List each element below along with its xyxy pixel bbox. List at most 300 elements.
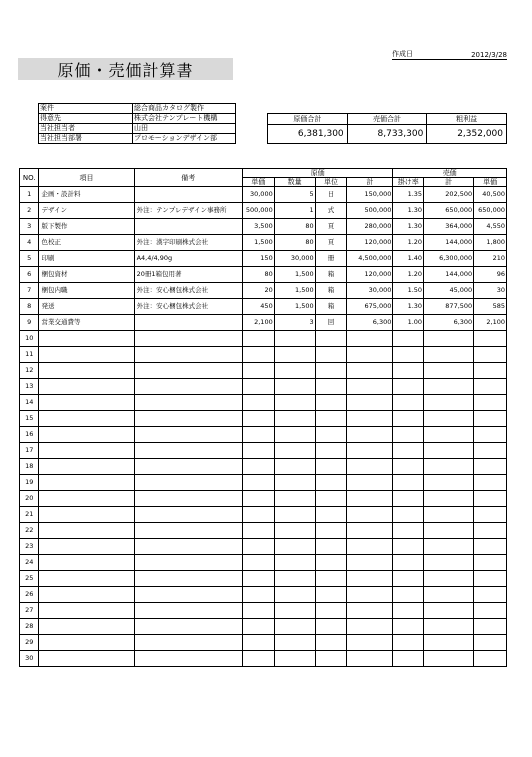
- row-sale-unit-price: [474, 427, 507, 443]
- row-item: [39, 603, 134, 619]
- row-rate: [393, 651, 424, 667]
- table-row: [20, 411, 507, 427]
- row-sale-total: [424, 571, 474, 587]
- row-cost-unit-price: [243, 379, 275, 395]
- row-rate: [393, 507, 424, 523]
- table-row: [20, 299, 507, 315]
- info-row: [39, 114, 236, 124]
- row-unit: [315, 427, 347, 443]
- row-cost-total: [347, 363, 393, 379]
- info-value: 山田: [133, 124, 236, 134]
- row-sale-total: [424, 619, 474, 635]
- row-sale-total: [424, 427, 474, 443]
- table-row: [20, 619, 507, 635]
- info-key: 得意先: [39, 114, 133, 124]
- table-row: [20, 235, 507, 251]
- row-qty: [274, 635, 315, 651]
- header-cost-unit-price: 単価: [243, 178, 275, 187]
- row-cost-unit-price: 450: [243, 299, 275, 315]
- table-row: [20, 443, 507, 459]
- row-rate: 1.35: [393, 187, 424, 203]
- table-row: [20, 571, 507, 587]
- row-no: 21: [20, 507, 39, 523]
- row-sale-total: [424, 491, 474, 507]
- row-sale-total: 650,000: [424, 203, 474, 219]
- row-cost-unit-price: [243, 635, 275, 651]
- row-unit: [315, 507, 347, 523]
- row-unit: [315, 363, 347, 379]
- row-sale-unit-price: [474, 379, 507, 395]
- table-row: [20, 331, 507, 347]
- row-qty: [274, 427, 315, 443]
- table-row: [20, 187, 507, 203]
- row-note: [134, 219, 242, 235]
- row-rate: [393, 491, 424, 507]
- row-no: 8: [20, 299, 39, 315]
- row-sale-total: 877,500: [424, 299, 474, 315]
- row-no: 26: [20, 587, 39, 603]
- row-rate: [393, 363, 424, 379]
- row-sale-unit-price: [474, 619, 507, 635]
- row-sale-total: [424, 363, 474, 379]
- row-sale-total: [424, 379, 474, 395]
- row-note: 外注：安心梱包株式会社: [134, 299, 242, 315]
- row-qty: [274, 619, 315, 635]
- row-no: 7: [20, 283, 39, 299]
- row-note: [134, 427, 242, 443]
- info-row: [39, 124, 236, 134]
- row-cost-total: [347, 427, 393, 443]
- row-sale-total: [424, 555, 474, 571]
- info-value: 総合商品カタログ製作: [133, 104, 236, 114]
- row-sale-unit-price: [474, 347, 507, 363]
- summary-table: [267, 113, 507, 144]
- row-sale-unit-price: [474, 523, 507, 539]
- row-item: [39, 507, 134, 523]
- row-unit: 冊: [315, 251, 347, 267]
- row-cost-unit-price: [243, 587, 275, 603]
- row-unit: [315, 539, 347, 555]
- row-rate: 1.20: [393, 235, 424, 251]
- row-sale-total: 6,300,000: [424, 251, 474, 267]
- row-sale-total: [424, 603, 474, 619]
- row-item: [39, 427, 134, 443]
- row-sale-total: [424, 635, 474, 651]
- table-row: [20, 555, 507, 571]
- header-cost-total: 計: [347, 178, 393, 187]
- row-no: 17: [20, 443, 39, 459]
- row-note: [134, 555, 242, 571]
- row-cost-total: [347, 491, 393, 507]
- project-info-table: [38, 103, 236, 144]
- row-cost-unit-price: [243, 363, 275, 379]
- row-note: 外注：漢字印刷株式会社: [134, 235, 242, 251]
- row-sale-unit-price: [474, 363, 507, 379]
- header-item: 項目: [39, 169, 134, 187]
- row-sale-total: [424, 651, 474, 667]
- row-unit: 日: [315, 187, 347, 203]
- row-cost-total: 500,000: [347, 203, 393, 219]
- row-rate: [393, 427, 424, 443]
- summary-cost-total: 6,381,300: [268, 125, 348, 144]
- row-note: [134, 187, 242, 203]
- row-qty: [274, 379, 315, 395]
- row-sale-unit-price: [474, 507, 507, 523]
- table-row: [20, 651, 507, 667]
- row-sale-unit-price: [474, 539, 507, 555]
- info-value: プロモーションデザイン部: [133, 134, 236, 144]
- row-note: [134, 331, 242, 347]
- created-date: [392, 46, 507, 60]
- row-sale-total: [424, 395, 474, 411]
- row-cost-total: 675,000: [347, 299, 393, 315]
- row-qty: 80: [274, 219, 315, 235]
- table-row: [20, 363, 507, 379]
- row-note: [134, 603, 242, 619]
- row-item: [39, 347, 134, 363]
- row-note: 20冊1箱包用著: [134, 267, 242, 283]
- info-key: 案件: [39, 104, 133, 114]
- row-qty: [274, 523, 315, 539]
- cost-sale-table: [19, 168, 507, 667]
- row-sale-unit-price: [474, 411, 507, 427]
- row-qty: [274, 587, 315, 603]
- row-note: [134, 315, 242, 331]
- summary-header-sale: 売価合計: [347, 114, 427, 125]
- row-qty: [274, 411, 315, 427]
- table-row: [20, 587, 507, 603]
- row-note: [134, 347, 242, 363]
- row-sale-unit-price: [474, 555, 507, 571]
- row-item: [39, 363, 134, 379]
- row-cost-unit-price: 500,000: [243, 203, 275, 219]
- row-no: 1: [20, 187, 39, 203]
- table-row: [20, 347, 507, 363]
- row-no: 4: [20, 235, 39, 251]
- row-rate: 1.30: [393, 299, 424, 315]
- row-unit: [315, 651, 347, 667]
- row-sale-total: [424, 459, 474, 475]
- row-sale-unit-price: 210: [474, 251, 507, 267]
- row-item: 発送: [39, 299, 134, 315]
- row-unit: 式: [315, 203, 347, 219]
- summary-header-profit: 粗利益: [427, 114, 507, 125]
- row-cost-unit-price: [243, 427, 275, 443]
- row-note: [134, 395, 242, 411]
- header-sale-group: 売価: [393, 169, 507, 178]
- row-sale-unit-price: [474, 395, 507, 411]
- row-rate: 1.40: [393, 251, 424, 267]
- row-sale-unit-price: [474, 603, 507, 619]
- row-qty: [274, 363, 315, 379]
- row-sale-unit-price: [474, 587, 507, 603]
- row-unit: [315, 635, 347, 651]
- row-sale-unit-price: 1,800: [474, 235, 507, 251]
- info-row: [39, 104, 236, 114]
- table-row: [20, 491, 507, 507]
- row-item: 色校正: [39, 235, 134, 251]
- row-rate: [393, 539, 424, 555]
- row-sale-unit-price: [474, 651, 507, 667]
- row-qty: [274, 491, 315, 507]
- row-no: 18: [20, 459, 39, 475]
- row-item: [39, 555, 134, 571]
- row-sale-total: [424, 475, 474, 491]
- row-qty: [274, 507, 315, 523]
- row-sale-total: 202,500: [424, 187, 474, 203]
- row-qty: [274, 475, 315, 491]
- row-item: [39, 635, 134, 651]
- row-qty: 80: [274, 235, 315, 251]
- row-no: 20: [20, 491, 39, 507]
- row-unit: 頁: [315, 235, 347, 251]
- row-sale-unit-price: [474, 571, 507, 587]
- table-row: [20, 475, 507, 491]
- row-item: [39, 619, 134, 635]
- row-rate: 1.00: [393, 315, 424, 331]
- row-no: 5: [20, 251, 39, 267]
- row-item: 印刷: [39, 251, 134, 267]
- row-cost-unit-price: 3,500: [243, 219, 275, 235]
- summary-header-cost: 原価合計: [268, 114, 348, 125]
- row-unit: 頁: [315, 219, 347, 235]
- table-row: [20, 539, 507, 555]
- row-cost-total: [347, 651, 393, 667]
- table-row: [20, 427, 507, 443]
- row-sale-total: [424, 507, 474, 523]
- row-unit: [315, 379, 347, 395]
- header-unit: 単位: [315, 178, 347, 187]
- row-sale-total: 144,000: [424, 267, 474, 283]
- row-unit: [315, 619, 347, 635]
- row-qty: [274, 331, 315, 347]
- row-cost-unit-price: [243, 571, 275, 587]
- row-no: 24: [20, 555, 39, 571]
- row-qty: [274, 459, 315, 475]
- row-no: 12: [20, 363, 39, 379]
- row-unit: [315, 395, 347, 411]
- row-note: [134, 379, 242, 395]
- row-rate: [393, 411, 424, 427]
- row-unit: [315, 443, 347, 459]
- row-unit: [315, 347, 347, 363]
- row-item: [39, 587, 134, 603]
- row-qty: [274, 571, 315, 587]
- row-item: [39, 539, 134, 555]
- row-cost-unit-price: [243, 443, 275, 459]
- row-item: 梱包内職: [39, 283, 134, 299]
- table-row: [20, 459, 507, 475]
- row-sale-unit-price: [474, 443, 507, 459]
- info-key: 当社担当部署: [39, 134, 133, 144]
- row-unit: 回: [315, 315, 347, 331]
- row-rate: [393, 395, 424, 411]
- row-note: [134, 363, 242, 379]
- row-cost-total: [347, 635, 393, 651]
- row-rate: [393, 619, 424, 635]
- row-no: 25: [20, 571, 39, 587]
- row-unit: [315, 475, 347, 491]
- row-item: [39, 651, 134, 667]
- row-cost-total: [347, 619, 393, 635]
- row-no: 10: [20, 331, 39, 347]
- table-row: [20, 379, 507, 395]
- row-cost-total: 30,000: [347, 283, 393, 299]
- row-rate: [393, 603, 424, 619]
- row-qty: 1: [274, 203, 315, 219]
- row-item: [39, 523, 134, 539]
- row-unit: [315, 491, 347, 507]
- row-item: 企画・設計料: [39, 187, 134, 203]
- row-no: 23: [20, 539, 39, 555]
- row-note: A4,4/4,90g: [134, 251, 242, 267]
- info-value: 株式会社テンプレート機構: [133, 114, 236, 124]
- row-note: 外注：安心梱包株式会社: [134, 283, 242, 299]
- row-item: [39, 459, 134, 475]
- row-note: [134, 507, 242, 523]
- table-row: [20, 635, 507, 651]
- row-note: [134, 539, 242, 555]
- row-rate: [393, 587, 424, 603]
- row-cost-unit-price: [243, 475, 275, 491]
- row-item: [39, 571, 134, 587]
- row-qty: [274, 555, 315, 571]
- row-cost-unit-price: [243, 523, 275, 539]
- row-no: 29: [20, 635, 39, 651]
- row-rate: 1.30: [393, 203, 424, 219]
- row-sale-unit-price: 96: [474, 267, 507, 283]
- row-qty: 1,500: [274, 299, 315, 315]
- row-unit: [315, 571, 347, 587]
- row-no: 22: [20, 523, 39, 539]
- row-rate: [393, 475, 424, 491]
- row-note: [134, 571, 242, 587]
- row-no: 30: [20, 651, 39, 667]
- row-cost-unit-price: 150: [243, 251, 275, 267]
- row-no: 11: [20, 347, 39, 363]
- row-rate: [393, 555, 424, 571]
- header-qty: 数量: [274, 178, 315, 187]
- row-cost-total: [347, 571, 393, 587]
- row-item: 版下製作: [39, 219, 134, 235]
- row-qty: 1,500: [274, 267, 315, 283]
- row-note: [134, 491, 242, 507]
- table-row: [20, 523, 507, 539]
- row-cost-total: [347, 411, 393, 427]
- row-item: [39, 395, 134, 411]
- row-sale-unit-price: [474, 331, 507, 347]
- row-rate: [393, 459, 424, 475]
- row-no: 14: [20, 395, 39, 411]
- row-cost-total: 6,300: [347, 315, 393, 331]
- row-rate: [393, 523, 424, 539]
- row-rate: [393, 347, 424, 363]
- row-sale-total: [424, 523, 474, 539]
- created-date-label: 作成日: [392, 50, 413, 58]
- info-key: 当社担当者: [39, 124, 133, 134]
- row-note: [134, 475, 242, 491]
- row-unit: 箱: [315, 299, 347, 315]
- row-cost-total: [347, 475, 393, 491]
- row-qty: 30,000: [274, 251, 315, 267]
- row-item: 梱包資材: [39, 267, 134, 283]
- header-note: 備考: [134, 169, 242, 187]
- row-no: 9: [20, 315, 39, 331]
- row-note: [134, 523, 242, 539]
- header-sale-unit-price: 単価: [474, 178, 507, 187]
- row-sale-total: 45,000: [424, 283, 474, 299]
- row-cost-unit-price: [243, 651, 275, 667]
- row-cost-unit-price: 2,100: [243, 315, 275, 331]
- row-cost-unit-price: 20: [243, 283, 275, 299]
- row-sale-unit-price: 40,500: [474, 187, 507, 203]
- row-cost-total: [347, 331, 393, 347]
- row-cost-unit-price: 80: [243, 267, 275, 283]
- row-qty: 5: [274, 187, 315, 203]
- row-qty: 1,500: [274, 283, 315, 299]
- summary-sale-total: 8,733,300: [347, 125, 427, 144]
- row-unit: [315, 459, 347, 475]
- table-row: [20, 251, 507, 267]
- row-sale-unit-price: [474, 491, 507, 507]
- row-cost-unit-price: 30,000: [243, 187, 275, 203]
- row-unit: 箱: [315, 283, 347, 299]
- row-rate: [393, 635, 424, 651]
- row-qty: [274, 651, 315, 667]
- row-note: [134, 459, 242, 475]
- row-rate: [393, 571, 424, 587]
- row-sale-unit-price: 30: [474, 283, 507, 299]
- row-no: 15: [20, 411, 39, 427]
- row-no: 28: [20, 619, 39, 635]
- row-sale-total: 144,000: [424, 235, 474, 251]
- table-row: [20, 203, 507, 219]
- row-sale-unit-price: 4,550: [474, 219, 507, 235]
- row-cost-total: 150,000: [347, 187, 393, 203]
- row-cost-total: [347, 555, 393, 571]
- row-note: 外注：テンプレデザイン事務所: [134, 203, 242, 219]
- row-no: 2: [20, 203, 39, 219]
- row-sale-unit-price: 650,000: [474, 203, 507, 219]
- summary-profit-total: 2,352,000: [427, 125, 507, 144]
- row-sale-total: [424, 539, 474, 555]
- row-cost-unit-price: [243, 619, 275, 635]
- table-row: [20, 219, 507, 235]
- row-sale-unit-price: [474, 475, 507, 491]
- row-note: [134, 651, 242, 667]
- row-sale-unit-price: 2,100: [474, 315, 507, 331]
- row-cost-total: [347, 603, 393, 619]
- row-qty: [274, 539, 315, 555]
- table-row: [20, 283, 507, 299]
- row-unit: [315, 523, 347, 539]
- row-rate: [393, 331, 424, 347]
- table-row: [20, 267, 507, 283]
- row-cost-unit-price: [243, 331, 275, 347]
- page-title: 原価・売価計算書: [18, 58, 233, 80]
- row-item: デザイン: [39, 203, 134, 219]
- table-row: [20, 395, 507, 411]
- row-cost-total: 120,000: [347, 235, 393, 251]
- row-cost-unit-price: [243, 395, 275, 411]
- row-cost-total: [347, 539, 393, 555]
- table-row: [20, 315, 507, 331]
- row-unit: [315, 555, 347, 571]
- row-sale-unit-price: 585: [474, 299, 507, 315]
- row-cost-total: [347, 379, 393, 395]
- row-sale-total: [424, 411, 474, 427]
- header-sale-total: 計: [424, 178, 474, 187]
